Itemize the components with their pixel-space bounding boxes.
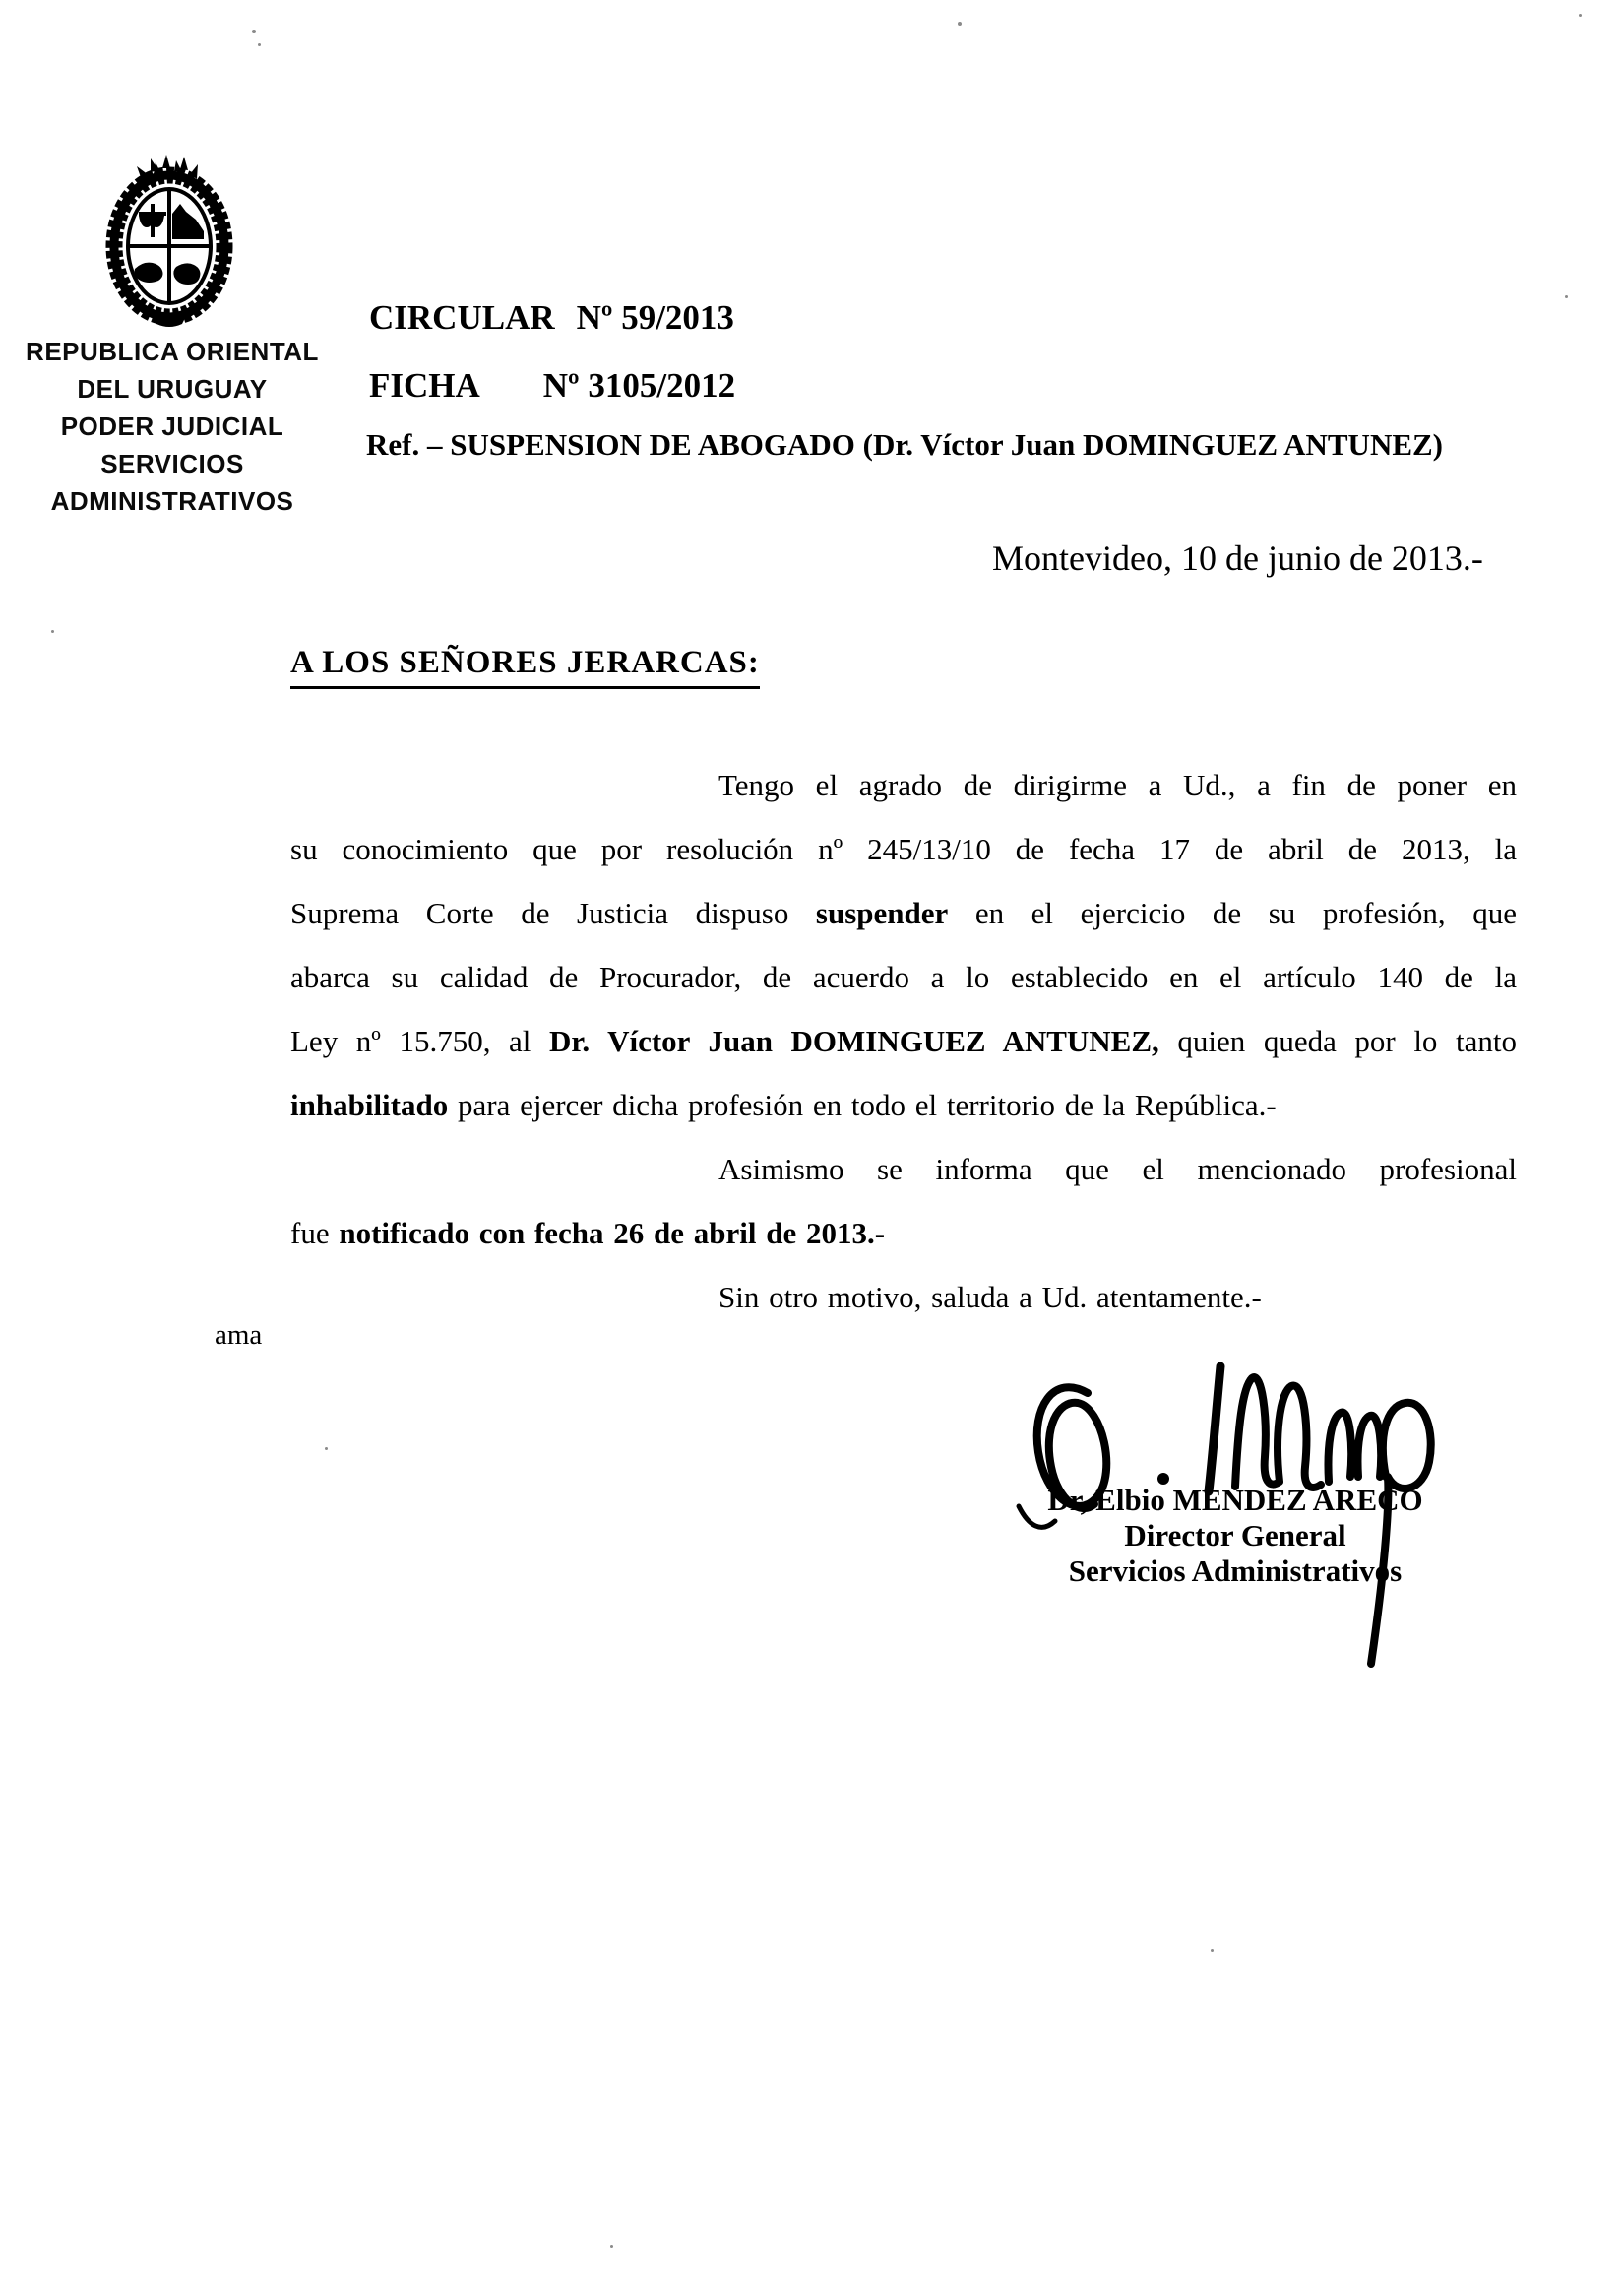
body-text-bold: Dr. Víctor Juan DOMINGUEZ ANTUNEZ,	[549, 1024, 1159, 1058]
signature-stroke	[1329, 1413, 1382, 1482]
signer-title: Director General	[1124, 1518, 1346, 1552]
reference-line: Ref. – SUSPENSION DE ABOGADO (Dr. Víctor Juan DOMINGUEZ ANTUNEZ)	[366, 427, 1444, 462]
body-text-segment: su conocimiento que por resolución nº 245/13/10 de fecha 17 de abril de 2013, la	[290, 832, 1517, 866]
scan-speck	[610, 2245, 613, 2248]
ficha-header	[369, 366, 735, 406]
body-line	[290, 1265, 1517, 1329]
body-text-bold: suspender	[815, 896, 949, 930]
body-text-segment: para ejercer dicha profesión en todo el territorio de la República.-	[448, 1088, 1277, 1122]
ficha-label: FICHA	[369, 366, 480, 405]
scan-speck	[958, 22, 962, 26]
body-text-bold: notificado con fecha 26 de abril de 2013.-	[339, 1216, 886, 1250]
body-line	[290, 881, 1517, 945]
circular-header	[369, 298, 734, 338]
body-text-segment: Asimismo se informa que el mencionado profesional	[718, 1152, 1517, 1186]
scan-speck	[252, 30, 256, 33]
scan-speck	[1565, 295, 1568, 298]
letterhead-line: REPUBLICA ORIENTAL	[26, 337, 319, 366]
signature-stroke	[1235, 1377, 1321, 1488]
signature-block	[1029, 1483, 1442, 1589]
body-text-segment: Tengo el agrado de dirigirme a Ud., a fin de poner en	[718, 768, 1517, 802]
scan-speck	[1579, 14, 1582, 17]
circular-number: Nº 59/2013	[576, 298, 734, 337]
body-paragraphs	[290, 753, 1517, 1329]
signer-name: Dr, Elbio MENDEZ ARECO	[1047, 1483, 1423, 1517]
body-text-segment: fue	[290, 1216, 340, 1250]
body-text-segment: Suprema Corte de Justicia dispuso	[290, 896, 816, 930]
scan-speck	[1211, 1949, 1214, 1952]
body-text-segment: en el ejercicio de su profesión, que	[948, 896, 1518, 930]
uruguay-coat-of-arms	[101, 153, 239, 335]
ficha-number: Nº 3105/2012	[542, 366, 736, 405]
body-text-segment: Sin otro motivo, saluda a Ud. atentamente.-	[718, 1280, 1262, 1314]
body-text-bold: inhabilitado	[290, 1088, 449, 1122]
body-text-segment: abarca su calidad de Procurador, de acuerdo a lo establecido en el artículo 140 de la	[290, 960, 1517, 994]
scan-speck	[325, 1447, 328, 1450]
scan-speck	[51, 630, 54, 633]
body-line	[290, 817, 1517, 881]
body-line	[290, 753, 1517, 817]
coat-of-arms-icon	[101, 153, 239, 330]
circular-label: CIRCULAR	[369, 298, 555, 337]
letterhead-line: DEL URUGUAY	[77, 374, 268, 404]
body-text-segment: Ley nº 15.750, al	[290, 1024, 550, 1058]
letterhead	[25, 333, 320, 520]
scan-speck	[258, 43, 261, 46]
salutation: A LOS SEÑORES JERARCAS:	[290, 645, 760, 689]
letterhead-line: ADMINISTRATIVOS	[50, 486, 294, 516]
signer-office: Servicios Administrativos	[1068, 1553, 1403, 1588]
body-line	[290, 945, 1517, 1009]
body-text-segment: quien queda por lo tanto	[1158, 1024, 1518, 1058]
typist-initials: ama	[215, 1319, 263, 1351]
body-line	[290, 1009, 1517, 1073]
letterhead-line: SERVICIOS	[100, 449, 244, 478]
dateline: Montevideo, 10 de junio de 2013.-	[992, 539, 1483, 578]
body-line	[290, 1137, 1517, 1201]
signature-stroke	[1209, 1366, 1220, 1491]
letterhead-line: PODER JUDICIAL	[60, 412, 284, 441]
